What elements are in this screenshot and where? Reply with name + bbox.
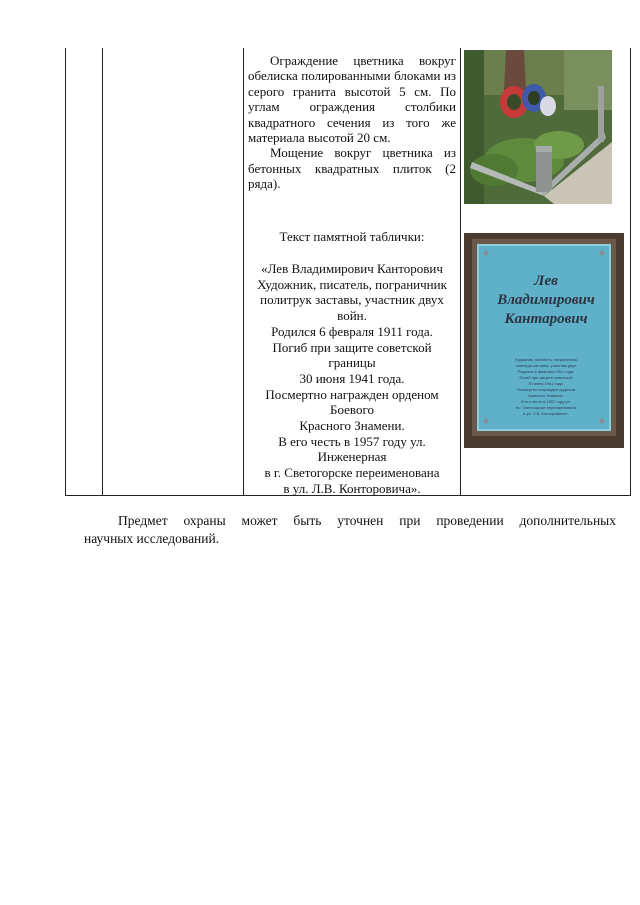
table-divider-3 bbox=[460, 48, 461, 496]
plaque-small-line: в ул. Л.В. Конторовича». bbox=[523, 411, 569, 416]
plaque-name-line: Кантарович bbox=[504, 311, 588, 327]
plaque-line: 30 июня 1941 года. bbox=[299, 370, 405, 386]
plaque-heading: Текст памятной таблички: bbox=[279, 229, 425, 244]
table-divider-2 bbox=[243, 48, 244, 496]
plaque-small-line: Красного Знамени. bbox=[528, 393, 564, 398]
plaque-small-line: Погиб при защите советской bbox=[519, 375, 573, 380]
plaque-line: «Лев Владимирович Канторович bbox=[261, 261, 443, 276]
plaque-line: Родился 6 февраля 1911 года. bbox=[271, 323, 433, 339]
note-line-2: научных исследований. bbox=[84, 531, 220, 546]
plaque-small-line: Родился 6 февраля 1911 года. bbox=[517, 369, 575, 374]
plaque-text bbox=[248, 261, 456, 497]
plaque-name-line: Владимирович bbox=[497, 292, 595, 308]
plaque-line: политрук заставы, участник двух bbox=[260, 292, 444, 308]
plaque-illustration bbox=[464, 233, 624, 448]
plaque-line: в г. Светогорске переименована bbox=[264, 465, 440, 481]
plaque-small-line: В его честь в 1957 году ул. bbox=[521, 399, 571, 404]
plaque-line: Боевого bbox=[330, 402, 374, 418]
note-line-1: Предмет охраны может быть уточнен при проведении дополнительных bbox=[118, 513, 616, 528]
plaque-line: Инженерная bbox=[317, 449, 387, 465]
plaque-small-line: в г. Светогорске переименована bbox=[516, 405, 576, 410]
paving-paragraph: Мощение вокруг цветника из бетонных квадратных плиток (2 ряда). bbox=[248, 145, 456, 192]
plaque-line: в ул. Л.В. Конторовича». bbox=[283, 480, 421, 496]
plaque-small-line: Художник, писатель, пограничник bbox=[514, 357, 578, 362]
plaque-photo bbox=[464, 233, 624, 448]
plaque-line: В его честь в 1957 году ул. bbox=[278, 433, 426, 449]
plaque-small-line: политрук заставы, участник двух bbox=[515, 363, 577, 368]
fence-paragraph: Ограждение цветника вокруг обелиска полированными блоками из серого гранита высотой 5 см. По углам ограждения столбики квадратного сечения из того же материала высотой 20 см. bbox=[248, 53, 456, 146]
plaque-name-line: Лев bbox=[534, 273, 558, 289]
plaque-line: Посмертно награжден орденом bbox=[265, 386, 439, 402]
table-divider-1 bbox=[102, 48, 103, 496]
table-border-left bbox=[65, 48, 66, 496]
plaque-line: войн. bbox=[337, 308, 367, 324]
plaque-small-line: Посмертно награжден орденом bbox=[516, 387, 576, 392]
plaque-small-line: 30 июня 1941 года. bbox=[528, 381, 564, 386]
plaque-line: Погиб при защите советской bbox=[272, 339, 432, 355]
table-border-right bbox=[630, 48, 631, 496]
plaque-line: Художник, писатель, пограничник bbox=[257, 276, 447, 292]
fence-description bbox=[248, 53, 456, 192]
flowerbed-photo bbox=[464, 50, 612, 204]
plaque-line: границы bbox=[328, 355, 376, 371]
protection-note bbox=[84, 512, 616, 548]
flowerbed-illustration bbox=[464, 50, 612, 204]
plaque-line: Красного Знамени. bbox=[299, 418, 405, 434]
